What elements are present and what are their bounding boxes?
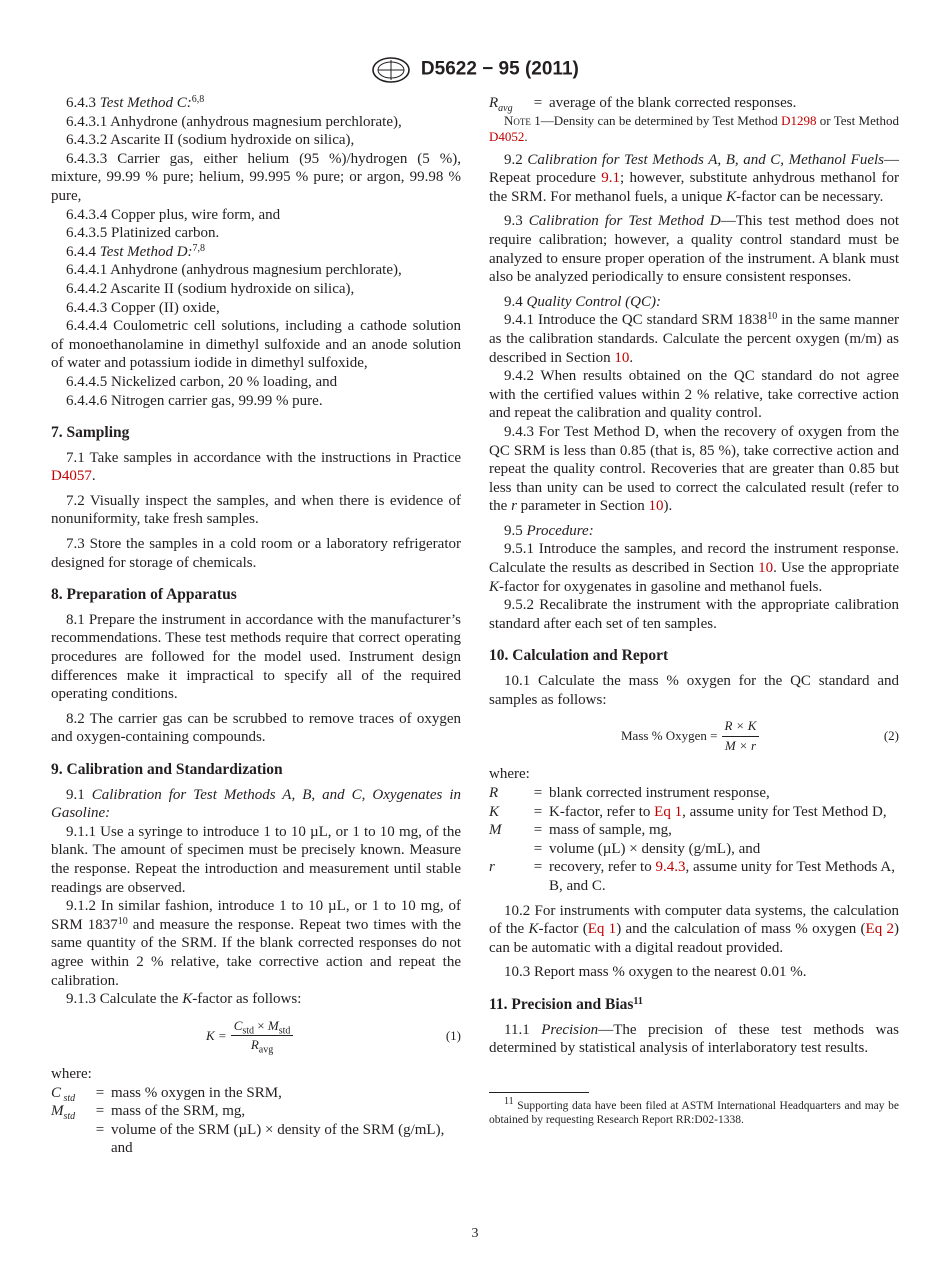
definition-row: $M_{std}$ = mass of the SRM, mg,	[51, 1103, 246, 1123]
equation-2-definitions	[489, 784, 899, 896]
paragraph-9-3: 9.3 Calibration for Test Method D—This test method does not require calibration; however, a quality control standard must be analyzed to ensure proper operation of the instrument. A blank must also be analyzed periodically to ensure consistent responses.	[489, 213, 899, 286]
equation-1-number: (1)	[445, 1027, 461, 1043]
note-1: Note 1—Density can be determined by Test Method D1298 or Test Method D4052.	[489, 112, 899, 144]
definition-row: r = recovery, refer to 9.4.3, assume unity for Test Methods A, B, and C.	[489, 859, 895, 894]
paragraph-6-4-3-3: 6.4.3.3 Carrier gas, either helium (95 %)/hydrogen (5 %), mixture, 99.99 % pure; helium, 99.995 % pure; or argon, 99.98 % pure,	[51, 150, 461, 204]
paragraph-7-2: 7.2 Visually inspect the samples, and when there is evidence of nonuniformity, take fresh samples.	[51, 492, 461, 528]
section-heading-10: 10. Calculation and Report	[489, 647, 669, 665]
link-9-1[interactable]: 9.1	[601, 170, 621, 187]
paragraph-6-4-4-2: 6.4.4.2 Ascarite II (sodium hydroxide on silica),	[66, 280, 355, 297]
equation-2-number: (2)	[883, 728, 899, 744]
paragraph-9-1-2: 9.1.2 In similar fashion, introduce 1 to 10 µL, or 1 to 10 mg, of SRM 1837$^{10}$ and measure the response. Repeat two times with the same quantity of the SRM. If the blank corrected responses do not agree within 2 % relative, take corrective action and repeat the calibration.	[51, 898, 461, 989]
paragraph-7-3: 7.3 Store the samples in a cold room or a laboratory refrigerator designed for storage of chemicals.	[51, 536, 461, 571]
paragraph-6-4-3-2: 6.4.3.2 Ascarite II (sodium hydroxide on silica),	[66, 132, 355, 149]
equation-2-fraction	[722, 717, 760, 755]
paragraph-6-4-4: 6.4.4 Test Method D:$^{7,8}$	[66, 242, 206, 260]
definition-row: = volume (µL) × density (g/mL), and	[533, 840, 761, 857]
paragraph-6-4-3-4: 6.4.3.4 Copper plus, wire form, and	[66, 206, 281, 223]
section-heading-11: 11. Precision and Bias$^{11}$	[489, 995, 643, 1013]
ravg-definition	[489, 94, 899, 113]
definition-row: M = mass of sample, mg,	[489, 822, 672, 839]
paragraph-9-1-3: 9.1.3 Calculate the K-factor as follows:	[66, 991, 302, 1008]
section-heading-8: 8. Preparation of Apparatus	[51, 586, 237, 604]
paragraph-8-2: 8.2 The carrier gas can be scrubbed to remove traces of oxygen and oxygen-containing compounds.	[51, 710, 461, 746]
equation-1-lhs: K =	[206, 1027, 227, 1043]
equation-1-fraction	[231, 1017, 294, 1055]
link-d1298[interactable]: D1298	[781, 112, 817, 128]
equation-1-numerator: $C_{std} \times M_{std}$	[231, 1017, 294, 1037]
link-eq-2[interactable]: Eq 2	[865, 921, 894, 938]
document-designation: D5622 − 95 (2011)	[420, 58, 579, 80]
link-9-4-3[interactable]: 9.4.3	[655, 859, 686, 876]
paragraph-6-4-3-1: 6.4.3.1 Anhydrone (anhydrous magnesium perchlorate),	[66, 113, 402, 130]
paragraph-6-4-4-4: 6.4.4.4 Coulometric cell solutions, including a cathode solution of monoethanolamine in dimethyl sulfoxide and an anode solution of water and potassium iodide in dimethyl sulfoxide,	[51, 318, 461, 372]
right-column	[489, 94, 899, 1128]
paragraph-10-3: 10.3 Report mass % oxygen to the nearest 0.01 %.	[504, 964, 807, 981]
definition-row: R = blank corrected instrument response,	[489, 785, 770, 801]
paragraph-9-4-3: 9.4.3 For Test Method D, when the recovery of oxygen from the QC SRM is less than 0.85 (that is, 85 %), take corrective action and repeat the quality control. Recoveries that are greater than 0.85 but less than unity can be used to correct the calculated result (refer to the r parameter in Section 10).	[489, 423, 899, 515]
paragraph-9-2: 9.2 Calibration for Test Methods A, B, and C, Methanol Fuels—Repeat procedure 9.1; however, substitute anhydrous methanol for the SRM. For methanol fuels, a unique K-factor can be necessary.	[489, 151, 900, 205]
paragraph-9-5-1: 9.5.1 Introduce the samples, and record the instrument response. Calculate the results as described in Section 10. Use the appropriate K-factor for oxygenates in gasoline and methanol fuels.	[489, 541, 900, 595]
paragraph-10-2: 10.2 For instruments with computer data systems, the calculation of the K-factor (Eq 1) and the calculation of mass % oxygen (Eq 2) can be automatic with a digital readout provided.	[489, 902, 899, 956]
link-section-10[interactable]: 10	[758, 560, 774, 577]
page-header	[0, 56, 950, 84]
paragraph-11-1: 11.1 Precision—The precision of these test methods was determined by statistical analysis of interlaboratory test results.	[489, 1021, 900, 1057]
paragraph-10-1: 10.1 Calculate the mass % oxygen for the QC standard and samples as follows:	[489, 673, 899, 708]
paragraph-9-5: 9.5 Procedure:	[504, 522, 594, 539]
paragraph-9-4-2: 9.4.2 When results obtained on the QC standard do not agree with the certified values within 2 % relative, take corrective action and repeat the calibration and quality control.	[489, 368, 899, 422]
equation-2-lhs: Mass % Oxygen =	[621, 728, 718, 744]
equation-1-denominator: $R_{avg}$	[250, 1037, 274, 1056]
link-d4057[interactable]: D4057	[51, 468, 92, 485]
left-column	[51, 94, 461, 1158]
paragraph-7-1: 7.1 Take samples in accordance with the instructions in Practice D4057.	[51, 449, 461, 485]
link-eq-1[interactable]: Eq 1	[587, 921, 617, 938]
equation-1-definitions	[51, 1084, 461, 1158]
section-heading-7: 7. Sampling	[51, 424, 130, 442]
definition-row: K = K-factor, refer to Eq 1, assume unity for Test Method D,	[489, 803, 887, 820]
page-number: 3	[471, 1226, 479, 1241]
paragraph-9-1-1: 9.1.1 Use a syringe to introduce 1 to 10 µL, or 1 to 10 mg, of the blank. The amount of specimen must be precisely known. Measure the response. Repeat the introduction and measurement until stable readings are observed.	[51, 823, 461, 896]
footnote-11: $^{11}$ Supporting data have been filed at ASTM International Headquarters and may be obtained by requesting Research Report RR:D02-1338.	[489, 1095, 899, 1127]
paragraph-9-5-2: 9.5.2 Recalibrate the instrument with the appropriate calibration standard after each set of ten samples.	[489, 597, 899, 632]
paragraph-6-4-4-3: 6.4.4.3 Copper (II) oxide,	[66, 299, 220, 316]
footnote-divider	[489, 1092, 589, 1093]
astm-logo-icon	[371, 56, 411, 84]
link-d4052[interactable]: D4052	[489, 128, 525, 144]
paragraph-8-1: 8.1 Prepare the instrument in accordance with the manufacturer’s recommendations. These test methods require that correct operating procedures are followed for the model used. Instrument design differences make it impractical to specify all of the required operating conditions.	[51, 611, 461, 703]
paragraph-6-4-4-6: 6.4.4.6 Nitrogen carrier gas, 99.99 % pure.	[66, 392, 323, 409]
paragraph-9-4-1: 9.4.1 Introduce the QC standard SRM 1838$^{10}$ in the same manner as the calibration standards. Calculate the percent oxygen (m/m) as described in Section 10.	[489, 311, 900, 366]
where-label-2: where:	[489, 766, 530, 783]
definition-row: = volume of the SRM (µL) × density of the SRM (g/mL), and	[95, 1121, 445, 1157]
paragraph-9-4: 9.4 Quality Control (QC):	[504, 293, 661, 310]
definition-row: $R_{avg}$ = average of the blank corrected responses.	[489, 95, 797, 114]
definition-row: C $_{std}$ = mass % oxygen in the SRM,	[51, 1084, 282, 1104]
equation-2-denominator: M × r	[724, 737, 757, 753]
section-heading-9: 9. Calibration and Standardization	[51, 761, 283, 778]
equation-2-numerator: R × K	[722, 717, 760, 737]
link-section-10[interactable]: 10	[614, 349, 630, 366]
equation-2	[489, 717, 899, 755]
paragraph-6-4-4-1: 6.4.4.1 Anhydrone (anhydrous magnesium perchlorate),	[66, 262, 402, 279]
link-eq-1[interactable]: Eq 1	[654, 803, 683, 820]
paragraph-6-4-3-5: 6.4.3.5 Platinized carbon.	[66, 225, 220, 242]
paragraph-9-1: 9.1 Calibration for Test Methods A, B, and C, Oxygenates in Gasoline:	[51, 786, 461, 822]
paragraph-6-4-4-5: 6.4.4.5 Nickelized carbon, 20 % loading, and	[66, 373, 338, 390]
where-label-1: where:	[51, 1065, 92, 1082]
paragraph-6-4-3: 6.4.3 Test Method C:$^{6,8}$	[66, 94, 205, 111]
equation-1	[51, 1017, 461, 1055]
link-section-10[interactable]: 10	[648, 498, 664, 515]
